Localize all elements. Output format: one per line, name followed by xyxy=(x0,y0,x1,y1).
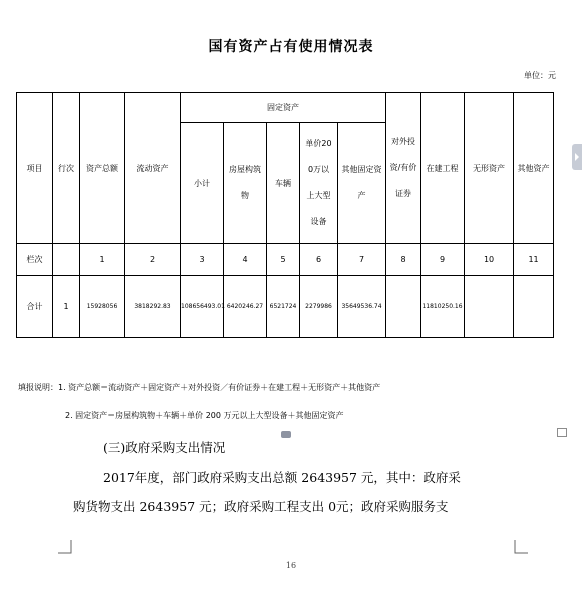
intangible-value xyxy=(465,276,514,338)
column-index-cell: 10 xyxy=(465,244,514,276)
header-vehicles: 车辆 xyxy=(267,123,300,244)
header-subtotal: 小计 xyxy=(181,123,224,244)
total-row-no: 1 xyxy=(53,276,80,338)
column-index-cell: 11 xyxy=(514,244,554,276)
column-index-cell: 2 xyxy=(125,244,181,276)
column-index-cell: 3 xyxy=(181,244,224,276)
header-other-fixed xyxy=(338,123,386,244)
header-construction: 在建工程 xyxy=(421,93,465,244)
header-intangible: 无形资产 xyxy=(465,93,514,244)
section-heading: (三)政府采购支出情况 xyxy=(103,440,226,455)
header-buildings-label: 房屋构筑物 xyxy=(229,165,261,200)
header-large-equipment-label: 单价200万以上大型设备 xyxy=(305,139,332,226)
side-panel-toggle-icon[interactable] xyxy=(572,144,582,170)
header-buildings xyxy=(224,123,267,244)
header-fixed-assets: 固定资产 xyxy=(181,93,386,123)
column-index-cell: 5 xyxy=(267,244,300,276)
total-row-label: 合计 xyxy=(17,276,53,338)
column-index-blank xyxy=(53,244,80,276)
header-other-fixed-label: 其他固定资产 xyxy=(341,165,382,200)
header-investment xyxy=(386,93,421,244)
column-index-cell: 7 xyxy=(338,244,386,276)
page-number: 16 xyxy=(285,561,297,570)
header-other-assets: 其他资产 xyxy=(514,93,554,244)
header-investment-label: 对外投资/有价证券 xyxy=(389,137,417,198)
column-index-cell: 8 xyxy=(386,244,421,276)
note-line-2: 2. 固定资产＝房屋构筑物＋车辆＋单价 200 万元以上大型设备＋其他固定资产 xyxy=(65,411,344,420)
large-equipment-value: 2279986 xyxy=(300,276,338,338)
asset-table xyxy=(16,92,554,338)
unit-label: 单位：元 xyxy=(524,71,556,80)
header-total-assets: 资产总额 xyxy=(80,93,125,244)
subtotal-value: 108656493.01 xyxy=(181,276,224,338)
paragraph-line-2: 购货物支出 2643957 元；政府采购工程支出 0元；政府采购服务支 xyxy=(73,499,449,514)
buildings-value: 6420246.27 xyxy=(224,276,267,338)
total-assets-value: 15928056 xyxy=(80,276,125,338)
paragraph-line-1: 2017年度，部门政府采购支出总额 2643957 元，其中：政府采 xyxy=(103,470,461,485)
other-fixed-value: 35649536.74 xyxy=(338,276,386,338)
note-line-1: 填报说明：1. 资产总额＝流动资产＋固定资产＋对外投资／有价证券＋在建工程＋无形资产＋其他资产 xyxy=(18,383,381,392)
header-row-no: 行次 xyxy=(53,93,80,244)
column-index-label: 栏次 xyxy=(17,244,53,276)
column-index-cell: 1 xyxy=(80,244,125,276)
document-title: 国有资产占有使用情况表 xyxy=(208,39,374,55)
crop-mark-right-icon xyxy=(514,540,528,554)
other-assets-value xyxy=(514,276,554,338)
header-large-equipment xyxy=(300,123,338,244)
column-index-cell: 6 xyxy=(300,244,338,276)
resize-icon[interactable] xyxy=(557,428,567,437)
investment-value xyxy=(386,276,421,338)
header-current-assets: 流动资产 xyxy=(125,93,181,244)
vehicles-value: 6521724 xyxy=(267,276,300,338)
collapse-marker[interactable] xyxy=(281,431,291,438)
header-item: 项目 xyxy=(17,93,53,244)
crop-mark-left-icon xyxy=(58,540,72,554)
column-index-cell: 4 xyxy=(224,244,267,276)
current-assets-value: 3818292.83 xyxy=(125,276,181,338)
construction-value: 11810250.16 xyxy=(421,276,465,338)
column-index-cell: 9 xyxy=(421,244,465,276)
